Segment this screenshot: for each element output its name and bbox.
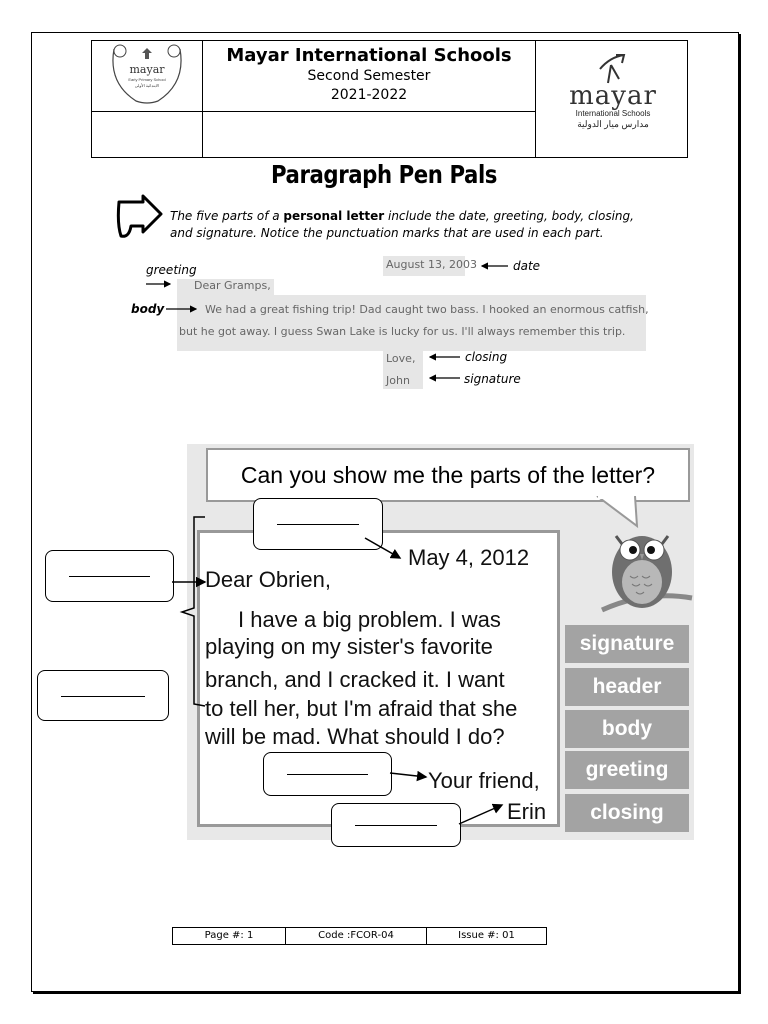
label-date: date — [513, 259, 541, 273]
logo-sub-english: International Schools — [575, 109, 651, 118]
label-closing: closing — [465, 350, 508, 364]
school-name: Mayar International Schools — [226, 45, 512, 66]
word-bank-signature[interactable]: signature — [565, 625, 689, 663]
footer-page: Page #: 1 — [204, 930, 254, 941]
semester: Second Semester — [307, 68, 431, 84]
svg-text:Early Primary School: Early Primary School — [128, 77, 166, 82]
exercise-body-line: will be mad. What should I do? — [205, 724, 505, 749]
word-bank-greeting[interactable]: greeting — [565, 751, 689, 789]
example-arrows — [0, 0, 768, 400]
svg-text:mayar: mayar — [129, 63, 165, 76]
exercise-body-line: branch, and I cracked it. I want — [205, 667, 505, 692]
footer-issue: Issue #: 01 — [458, 930, 515, 941]
exercise-closing: Your friend, — [428, 768, 540, 793]
school-year: 2021-2022 — [330, 87, 408, 103]
exercise-signature: Erin — [507, 799, 547, 824]
footer-table — [172, 927, 547, 945]
exercise-greeting: Dear Obrien, — [205, 567, 331, 592]
logo-sub-arabic: مدارس ميار الدولية — [577, 119, 649, 129]
label-greeting: greeting — [146, 263, 197, 277]
speech-bubble: Can you show me the parts of the letter? — [206, 448, 690, 502]
example-greeting: Dear Gramps, — [194, 279, 271, 292]
label-signature: signature — [464, 372, 521, 386]
exercise-body-line: playing on my sister's favorite — [205, 634, 493, 659]
footer-code: Code :FCOR-04 — [318, 930, 394, 941]
example-body-line1: We had a great fishing trip! Dad caught two bass. I hooked an enormous catfish, — [205, 303, 649, 316]
page-title: Paragraph Pen Pals — [270, 160, 498, 189]
intro-text: The five parts of a personal letter include the date, greeting, body, closing, and signature. Notice the punctuation marks that are used in each part. — [170, 209, 634, 240]
svg-text:الابتدائية الأولى: الابتدائية الأولى — [134, 83, 160, 88]
word-bank-body[interactable]: body — [565, 710, 689, 748]
example-signature: John — [386, 374, 410, 387]
example-date: August 13, 2003 — [386, 258, 477, 271]
label-body: body — [131, 302, 165, 316]
exercise-arrows — [0, 490, 768, 850]
logo-brand: mayar — [569, 81, 657, 111]
exercise-date: May 4, 2012 — [408, 545, 530, 570]
example-body-line2: but he got away. I guess Swan Lake is lucky for us. I'll always remember this trip. — [179, 325, 626, 338]
exercise-body-line: to tell her, but I'm afraid that she — [205, 696, 518, 721]
example-closing: Love, — [386, 352, 416, 365]
word-bank-header[interactable]: header — [565, 668, 689, 706]
exercise-body-line: I have a big problem. I was — [238, 607, 501, 632]
word-bank-closing[interactable]: closing — [565, 794, 689, 832]
